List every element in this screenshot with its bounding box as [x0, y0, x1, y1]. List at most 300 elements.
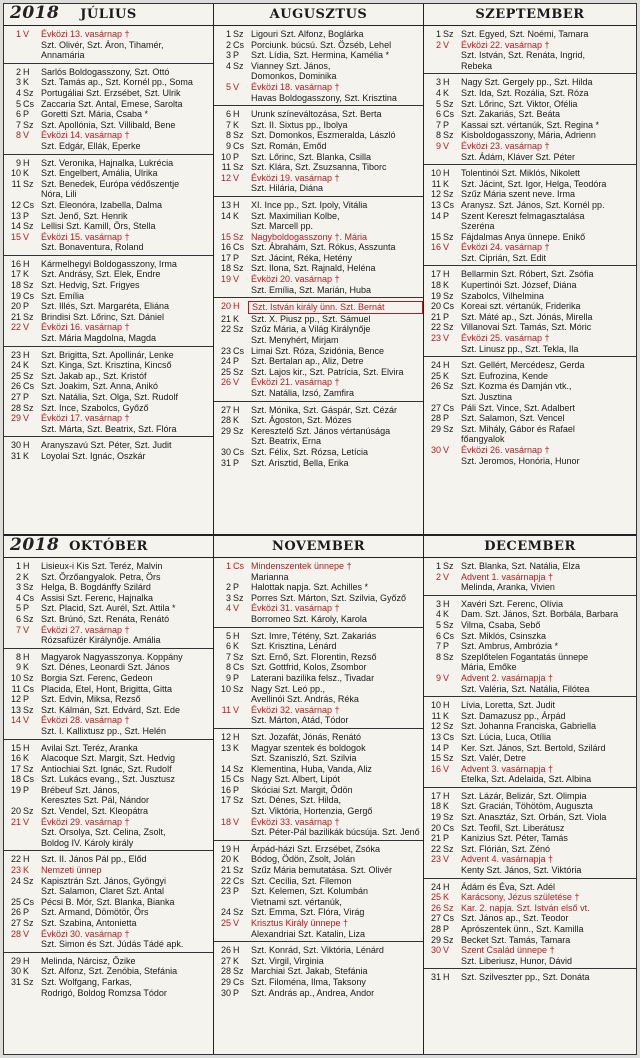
weekday-abbr: H: [23, 955, 30, 966]
saints-names: Szt. Bonaventura, Roland: [41, 242, 144, 253]
day-row: [424, 312, 636, 323]
feast-day-label: Szt. István király ünn. Szt. Bernát: [248, 301, 423, 314]
day-number: 22: [220, 875, 231, 886]
weekday-abbr: Sz: [443, 843, 454, 854]
week-block: [424, 697, 636, 788]
day-row: [424, 812, 636, 823]
day-number: 22: [430, 322, 441, 333]
saints-names: Brébeuf Szt. János,: [41, 784, 120, 795]
day-row: [214, 582, 423, 593]
day-number: 31: [10, 976, 21, 987]
saints-names: Porres Szt. Márton, Szt. Szilvia, Győző: [251, 592, 407, 603]
day-number-cell: [214, 673, 248, 684]
day-number: 11: [431, 710, 441, 721]
day-number-cell: [4, 291, 38, 302]
day-number: 13: [10, 210, 21, 221]
day-number: 24: [430, 360, 441, 371]
weekday-abbr: K: [443, 609, 450, 620]
day-row: [4, 120, 213, 131]
day-number: 29: [220, 425, 231, 436]
day-number: 7: [15, 624, 21, 635]
day-row: [4, 918, 213, 929]
day-row: [214, 367, 423, 378]
weekday-abbr: V: [23, 624, 30, 635]
day-row-continued: [214, 71, 423, 82]
feast-day-label: Évközi 33. vasárnap †: [251, 816, 340, 827]
saints-names: Szt. Arisztid, Bella, Erika: [251, 457, 349, 468]
day-number: 13: [10, 704, 21, 715]
day-number-cell: [424, 360, 458, 371]
week-block: [4, 64, 213, 155]
day-row-continued: [4, 189, 213, 200]
weekday-abbr: K: [23, 662, 30, 673]
saints-names: Szt. Valér, Detre: [461, 753, 526, 764]
saints-names: Szt. Maximilian Kolbe,: [251, 210, 340, 221]
day-row: [424, 753, 636, 764]
day-row: [424, 721, 636, 732]
saints-names: Szt. Mihály, Gábor és Rafael: [461, 423, 575, 434]
day-number-cell: [214, 886, 248, 897]
saints-names: Szt. Emília: [41, 290, 85, 301]
saints-names: Szt. I. Kallixtusz pp., Szt. Helén: [41, 725, 167, 736]
day-number: 9: [15, 662, 21, 673]
day-number: 23: [220, 345, 231, 356]
saints-names: Szt. Jozafát, Jónás, Renátó: [251, 731, 362, 742]
saints-names: Szt. Armand, Dömötör, Örs: [41, 907, 149, 918]
day-row: [4, 451, 213, 462]
day-row: [214, 82, 423, 93]
day-number-cell: [424, 312, 458, 323]
day-row: [214, 652, 423, 663]
day-row-continued: [424, 50, 636, 61]
feast-day-label: Nemzeti ünnep: [41, 865, 102, 876]
day-row: [424, 791, 636, 802]
day-number-cell: [424, 381, 458, 392]
day-number: 31: [430, 972, 441, 983]
day-number-cell: [214, 988, 248, 999]
saints-names: Fájdalmas Anya ünnepe. Enikő: [461, 231, 586, 242]
saints-names: Szt. Szaniszló, Szt. Szilvia: [251, 753, 357, 764]
day-number-cell: [4, 743, 38, 754]
day-number-cell: [214, 652, 248, 663]
weekday-abbr: V: [443, 571, 450, 582]
day-number-cell: [4, 966, 38, 977]
saints-names: Becket Szt. Tamás, Tamara: [461, 934, 571, 945]
day-row-continued: [214, 388, 423, 399]
day-row: [424, 599, 636, 610]
week-block: [424, 266, 636, 357]
day-number-cell: [424, 189, 458, 200]
day-number-cell: [424, 956, 458, 967]
day-row: [214, 426, 423, 437]
day-number-cell: [4, 593, 38, 604]
day-row: [424, 360, 636, 371]
day-number-cell: [214, 743, 248, 754]
saints-names: Szt. Teofil, Szt. Liberátusz: [461, 822, 565, 833]
weekday-abbr: H: [233, 731, 240, 742]
weekday-abbr: P: [233, 50, 240, 61]
saints-names: Szt. Apollónia, Szt. Villibald, Bene: [41, 119, 176, 130]
weekday-abbr: V: [23, 928, 30, 939]
day-number-cell: [214, 827, 248, 838]
day-row: [424, 403, 636, 414]
day-number: 27: [220, 955, 231, 966]
day-number: 5: [435, 98, 441, 109]
day-number-cell: [424, 700, 458, 711]
month-title: SZEPTEMBER: [475, 7, 585, 22]
month-title: OKTÓBER: [69, 539, 148, 554]
saints-names: Alexandriai Szt. Katalin, Liza: [251, 928, 366, 939]
saints-names: Szt. Dénes, Leonardi Szt. János: [41, 662, 170, 673]
saints-names: Szt. Alfonz, Szt. Zenóbia, Stefánia: [41, 966, 178, 977]
saints-names: Szt. Máté ap., Szt. Jónás, Mirella: [461, 311, 593, 322]
day-row-continued: [424, 152, 636, 163]
day-row: [4, 130, 213, 141]
weekday-abbr: Sz: [443, 29, 454, 39]
weekday-abbr: P: [233, 987, 240, 998]
weekday-abbr: Sz: [23, 763, 34, 774]
day-row: [4, 99, 213, 110]
saints-names: Szt. Cecília, Szt. Filemon: [251, 875, 352, 886]
day-number: 29: [430, 934, 441, 945]
day-row-continued: [214, 806, 423, 817]
day-number: 7: [225, 119, 231, 130]
day-row-continued: [424, 774, 636, 785]
weekday-abbr: H: [443, 168, 450, 179]
weekday-abbr: K: [233, 955, 240, 966]
day-number-cell: [214, 61, 248, 72]
day-number-cell: [424, 413, 458, 424]
day-row: [424, 120, 636, 131]
weekday-abbr: H: [233, 301, 240, 312]
saints-names: Páli Szt. Vince, Szt. Adalbert: [461, 402, 575, 413]
day-number-cell: [4, 764, 38, 775]
day-number-cell: [214, 603, 248, 614]
day-number: 4: [435, 609, 441, 620]
day-row: [214, 785, 423, 796]
month-column-december: [424, 536, 636, 1054]
weekday-abbr: V: [443, 945, 450, 956]
day-number-cell: [4, 403, 38, 414]
weekday-abbr: Sz: [233, 651, 244, 662]
day-number-cell: [214, 854, 248, 865]
day-row: [424, 242, 636, 253]
saints-names: Szt. Hedvig, Szt. Frigyes: [41, 280, 140, 291]
weekday-abbr: P: [443, 924, 450, 934]
day-row-continued: [424, 61, 636, 72]
weekday-abbr: Cs: [23, 896, 34, 907]
month-column-oktober: [4, 536, 214, 1054]
weekday-abbr: Cs: [23, 290, 34, 301]
saints-names: Szt. Őrzőangyalok. Petra, Örs: [41, 571, 161, 582]
day-number-cell: [424, 211, 458, 222]
day-row: [4, 280, 213, 291]
day-number: 23: [430, 333, 441, 344]
day-row: [214, 458, 423, 469]
day-number-cell: [4, 673, 38, 684]
day-row: [214, 907, 423, 918]
day-number-cell: [424, 972, 458, 983]
day-number: 13: [430, 731, 441, 742]
weekday-abbr: Sz: [233, 366, 244, 377]
day-number-cell: [424, 582, 458, 593]
saints-names: Magyarok Nagyasszonya. Koppány: [41, 651, 183, 662]
day-number: 14: [220, 210, 231, 221]
feast-day-label: Krisztus Király ünnepe †: [251, 918, 349, 928]
day-number-cell: [4, 301, 38, 312]
weekday-abbr: Cs: [443, 630, 454, 641]
day-row: [214, 274, 423, 285]
day-number: 17: [10, 763, 21, 774]
week-block: [424, 357, 636, 468]
day-number-cell: [214, 183, 248, 194]
day-number: 9: [15, 157, 21, 168]
day-row: [4, 774, 213, 785]
day-number-cell: [214, 173, 248, 184]
day-number-cell: [214, 715, 248, 726]
day-number-cell: [214, 71, 248, 82]
day-number: 13: [430, 199, 441, 210]
saints-names: Szt. Bertalan ap., Aliz, Detre: [251, 356, 364, 367]
saints-names: Szt. Filoména, Ilma, Taksony: [251, 976, 366, 987]
day-row: [424, 732, 636, 743]
day-number: 15: [10, 231, 21, 242]
weekday-abbr: V: [23, 413, 30, 424]
month-header: [214, 4, 423, 26]
day-number-cell: [4, 333, 38, 344]
day-number-cell: [214, 844, 248, 855]
day-number: 20: [220, 301, 231, 312]
day-number-cell: [424, 109, 458, 120]
week-block: [4, 953, 213, 1000]
day-number-cell: [424, 200, 458, 211]
day-row: [4, 956, 213, 967]
saints-names: Szt. István, Szt. Renáta, Ingrid,: [461, 50, 586, 61]
day-number: 25: [10, 896, 21, 907]
day-number: 18: [430, 801, 441, 812]
saints-names: Lisieux-i Kis Szt. Teréz, Malvin: [41, 561, 163, 571]
saints-names: Nóra, Lili: [41, 189, 77, 200]
month-header: [4, 536, 213, 558]
day-number-cell: [424, 152, 458, 163]
saints-names: Szt. Liberiusz, Hunor, Dávid: [461, 955, 573, 966]
day-row: [4, 806, 213, 817]
month-column-november: [214, 536, 424, 1054]
weekday-abbr: P: [233, 252, 240, 263]
day-row: [4, 350, 213, 361]
day-number: 25: [10, 370, 21, 381]
weekday-abbr: Sz: [233, 162, 244, 173]
day-number-cell: [424, 865, 458, 876]
day-row: [424, 99, 636, 110]
day-number: 16: [10, 258, 21, 269]
day-number-cell: [214, 897, 248, 908]
weekday-abbr: P: [443, 119, 450, 130]
week-block: [4, 347, 213, 438]
day-row: [424, 572, 636, 583]
day-number-cell: [214, 324, 248, 335]
day-number-cell: [214, 918, 248, 929]
saints-names: Szűz Mária, a Világ Királynője: [251, 324, 371, 335]
day-row-continued: [4, 40, 213, 51]
week-block: [214, 729, 423, 841]
day-number: 4: [435, 87, 441, 98]
weekday-abbr: P: [23, 210, 30, 221]
day-number: 10: [10, 672, 21, 683]
weekday-abbr: Sz: [233, 263, 244, 274]
day-row: [424, 913, 636, 924]
day-row-continued: [214, 753, 423, 764]
day-number: 20: [220, 854, 231, 865]
day-row: [424, 641, 636, 652]
day-number-cell: [4, 774, 38, 785]
day-number-cell: [4, 838, 38, 849]
weekday-abbr: Sz: [23, 875, 34, 886]
saints-names: Szt. Ince, Szabolcs, Győző: [41, 402, 149, 413]
day-row: [424, 700, 636, 711]
day-row: [4, 897, 213, 908]
day-row: [4, 764, 213, 775]
day-row: [4, 221, 213, 232]
weekday-abbr: Sz: [23, 178, 34, 189]
weekday-abbr: Sz: [443, 189, 454, 200]
saints-names: Szt. Jenő, Szt. Henrik: [41, 210, 128, 221]
weekday-abbr: H: [443, 360, 450, 371]
weekday-abbr: Cs: [233, 875, 244, 886]
day-row: [424, 924, 636, 935]
day-number-cell: [424, 392, 458, 403]
day-row: [214, 377, 423, 388]
saints-names: Sarlós Boldogasszony, Szt. Ottó: [41, 66, 170, 77]
day-row: [214, 876, 423, 887]
day-number-cell: [424, 854, 458, 865]
week-block: [214, 26, 423, 106]
feast-day-label: Nagyboldogasszony †. Mária: [251, 231, 368, 242]
weekday-abbr: H: [23, 66, 30, 77]
saints-names: Szt. Emma, Szt. Flóra, Virág: [251, 907, 365, 918]
saints-names: Szt. Román, Emőd: [251, 140, 327, 151]
day-row: [214, 141, 423, 152]
weekday-abbr: V: [443, 242, 450, 253]
week-block: [214, 558, 423, 628]
saints-names: Szt. Damazusz pp., Árpád: [461, 710, 566, 721]
weekday-abbr: Cs: [23, 199, 34, 210]
day-number: 16: [10, 753, 21, 764]
weekday-abbr: K: [443, 370, 450, 381]
day-row-continued: [424, 392, 636, 403]
saints-names: Szt. Andrásy, Szt. Elek, Endre: [41, 269, 161, 280]
day-row: [214, 50, 423, 61]
day-row: [214, 774, 423, 785]
day-number: 20: [430, 822, 441, 833]
day-number: 31: [10, 450, 21, 461]
day-row: [214, 662, 423, 673]
week-block: [214, 106, 423, 197]
weekday-abbr: P: [443, 311, 450, 322]
day-row: [424, 743, 636, 754]
day-row-continued: [214, 614, 423, 625]
day-row: [214, 61, 423, 72]
feast-day-label: Évközi 15. vasárnap †: [41, 231, 130, 242]
day-number: 1: [15, 29, 21, 39]
calendar-bottom-half: [4, 534, 636, 1054]
day-number-cell: [424, 774, 458, 785]
week-block: [4, 558, 213, 649]
saints-names: Szt. Gottfrid, Kolos, Zsombor: [251, 662, 367, 673]
saints-names: Szt. Ábrahám, Szt. Rókus, Asszunta: [251, 242, 396, 253]
feast-day-label: Évközi 14. vasárnap †: [41, 130, 130, 141]
day-row: [214, 561, 423, 572]
day-row: [4, 88, 213, 99]
weekday-abbr: P: [443, 413, 450, 424]
day-row: [214, 817, 423, 828]
day-number: 27: [220, 404, 231, 415]
month-title: DECEMBER: [484, 539, 576, 554]
day-number: 3: [435, 77, 441, 88]
weekday-abbr: V: [443, 854, 450, 865]
saints-names: Szt. Lőrinc, Szt. Blanka, Csilla: [251, 151, 372, 162]
day-number-cell: [4, 988, 38, 999]
day-row-continued: [214, 183, 423, 194]
year-label: 2018: [10, 4, 60, 23]
weekday-abbr: K: [23, 865, 30, 876]
saints-names: Avellinói Szt. András, Réka: [251, 694, 359, 705]
day-number-cell: [424, 711, 458, 722]
day-row: [424, 833, 636, 844]
day-number: 28: [10, 928, 21, 939]
feast-day-label: Szent Család ünnepe †: [461, 945, 555, 956]
feast-day-label: Advent 3. vasárnapja †: [461, 763, 554, 774]
saints-names: Szeréna: [461, 221, 495, 232]
day-number-cell: [4, 168, 38, 179]
week-block: [424, 788, 636, 879]
day-number-cell: [214, 458, 248, 469]
day-row: [214, 211, 423, 222]
day-number: 21: [220, 865, 231, 876]
day-number-cell: [214, 631, 248, 642]
day-row: [424, 280, 636, 291]
year-label: 2018: [10, 536, 60, 555]
saints-names: Szt. Edgár, Ellák, Eperke: [41, 140, 141, 151]
weekday-abbr: V: [443, 140, 450, 151]
saints-names: Skóciai Szt. Margit, Ödön: [251, 784, 353, 795]
day-row-continued: [424, 344, 636, 355]
day-number: 25: [220, 366, 231, 377]
day-number: 26: [10, 907, 21, 918]
day-number-cell: [424, 179, 458, 190]
weekday-abbr: Sz: [233, 231, 244, 242]
day-number: 1: [225, 561, 231, 571]
saints-names: Ádám és Éva, Szt. Adél: [461, 881, 556, 892]
weekday-abbr: H: [233, 404, 240, 415]
feast-day-label: Advent 2. vasárnapja †: [461, 672, 554, 683]
day-row-continued: [214, 285, 423, 296]
day-number: 27: [430, 913, 441, 924]
feast-day-label: Évközi 18. vasárnap †: [251, 81, 340, 92]
saints-names: Placida, Etel, Hont, Brigitta, Gitta: [41, 683, 173, 694]
weekday-abbr: K: [23, 269, 30, 280]
day-row: [424, 200, 636, 211]
day-row: [424, 424, 636, 435]
weekday-abbr: Sz: [233, 60, 244, 71]
day-number-cell: [424, 40, 458, 51]
day-number: 29: [220, 976, 231, 987]
weekday-abbr: H: [23, 440, 30, 451]
week-block: [424, 165, 636, 266]
day-number: 18: [10, 280, 21, 291]
saints-names: Szt. Wolfgang, Farkas,: [41, 976, 132, 987]
day-number-cell: [214, 966, 248, 977]
